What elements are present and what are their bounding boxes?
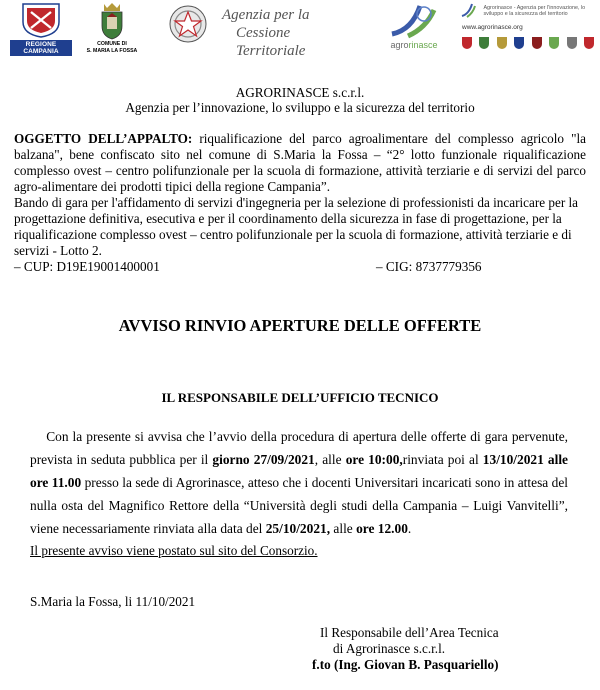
agrorinasce-website: www.agrorinasce.org (462, 24, 523, 31)
agrorinasce-mark-icon (386, 2, 442, 40)
repubblica-emblem (168, 4, 208, 44)
member-crests (462, 36, 598, 50)
cig-code: – CIG: 8737779356 (376, 259, 482, 274)
body-text-6: . (407, 521, 412, 536)
publication-note: Il presente avviso viene postato sul sito del Consorzio. (30, 543, 318, 558)
wordmark-part2: rinasce (408, 40, 438, 50)
body-date-1: giorno 27/09/2021 (212, 452, 315, 467)
org-description: Agenzia per l’innovazione, lo sviluppo e la sicurezza del territorio (125, 100, 475, 115)
body-date-3: 25/10/2021, (265, 521, 331, 536)
agenzia-logo (222, 6, 362, 60)
oggetto-label: OGGETTO DELL’APPALTO: (14, 131, 193, 146)
body-text-4: presso la sede di Agrorinasce, atteso che i docenti Universitari incaricati sono in attesa del nulla osta del Magnifico Rettore della “Università degli studi della Campania – Luigi Vanvitelli”, viene necessariamente rinviata alla data del (30, 475, 569, 536)
member-crest-icon (462, 37, 472, 49)
comune-logo (84, 2, 140, 54)
member-crest-icon (497, 37, 507, 49)
responsabile-heading: IL RESPONSABILE DELL’UFFICIO TECNICO (161, 390, 439, 405)
member-crest-icon (584, 37, 594, 49)
agrorinasce-banner (460, 2, 598, 50)
agrorinasce-wordmark (378, 40, 450, 50)
body-text-3: rinviata poi al (402, 452, 483, 467)
wordmark-part1: agro (390, 40, 409, 50)
member-crest-icon (567, 37, 577, 49)
comune-caption-line2: S. MARIA LA FOSSA (86, 48, 138, 54)
body-date-2: 13/10/2021 alle ore 11.00 (30, 452, 569, 490)
regione-caption: REGIONE CAMPANIA (10, 40, 72, 56)
oggetto-paragraph (14, 131, 586, 195)
signature-line3: f.to (Ing. Giovan B. Pasquariello) (312, 657, 499, 672)
comune-crest-icon (98, 2, 126, 40)
campania-shield-icon (19, 2, 63, 38)
body-text-5: alle (330, 521, 357, 536)
star-emblem-icon (168, 4, 208, 44)
agenzia-line1: Agenzia per la (222, 7, 310, 23)
letterhead (0, 0, 600, 70)
signature-line2: di Agrorinasce s.c.r.l. (333, 641, 446, 656)
signature-line1: Il Responsabile dell’Area Tecnica (320, 625, 499, 640)
member-crest-icon (479, 37, 489, 49)
body-time-2: ore 12.00 (356, 521, 408, 536)
oggetto-text: riqualificazione del parco agroalimentare del complesso agricolo "la balzana", bene confiscato sito nel comune di S.Maria la Fossa – “2° lotto funzionale riqualificazione complesso ovest – centro polifunzionale per la scuola di formazione, attività terziarie e di servizi del parco agro-alimentare dei prodotti tipici della regione Campania”. (14, 131, 586, 194)
agrorinasce-mini-mark-icon (460, 2, 476, 18)
place-date: S.Maria la Fossa, li 11/10/2021 (30, 594, 196, 609)
comune-caption-line1: COMUNE DI (97, 41, 127, 47)
body-time-1: ore 10:00, (345, 452, 403, 467)
agenzia-line2: Cessione Territoriale (236, 25, 306, 59)
member-crest-icon (549, 37, 559, 49)
agrorinasce-tagline: Agrorinasce - Agenzia per l'innovazione, lo sviluppo e la sicurezza del territorio (483, 4, 586, 17)
cup-code: – CUP: D19E19001400001 (14, 259, 160, 274)
member-crest-icon (532, 37, 542, 49)
bando-paragraph: Bando di gara per l'affidamento di servizi d'ingegneria per la selezione di professionisti da incaricare per la progettazione definitiva, esecutiva e per il coordinamento della sicurezza in fase di progettazione, per la riqualificazione complesso ovest – centro polifunzionale per la scuola di formazione, attività terziarie e di servizi - Lotto 2. (14, 195, 579, 258)
notice-body (30, 425, 568, 540)
notice-title: AVVISO RINVIO APERTURE DELLE OFFERTE (118, 316, 482, 335)
body-text-1: Con la presente si avvisa che l’avvio della procedura di apertura delle offerte di gara pervenute, prevista in seduta pubblica per il (30, 429, 568, 467)
codes-line (14, 259, 586, 275)
body-text-2: , alle (314, 452, 346, 467)
regione-campania-logo (10, 2, 72, 56)
agrorinasce-logo (378, 2, 450, 50)
org-name: AGRORINASCE s.c.r.l. (235, 85, 365, 100)
member-crest-icon (514, 37, 524, 49)
